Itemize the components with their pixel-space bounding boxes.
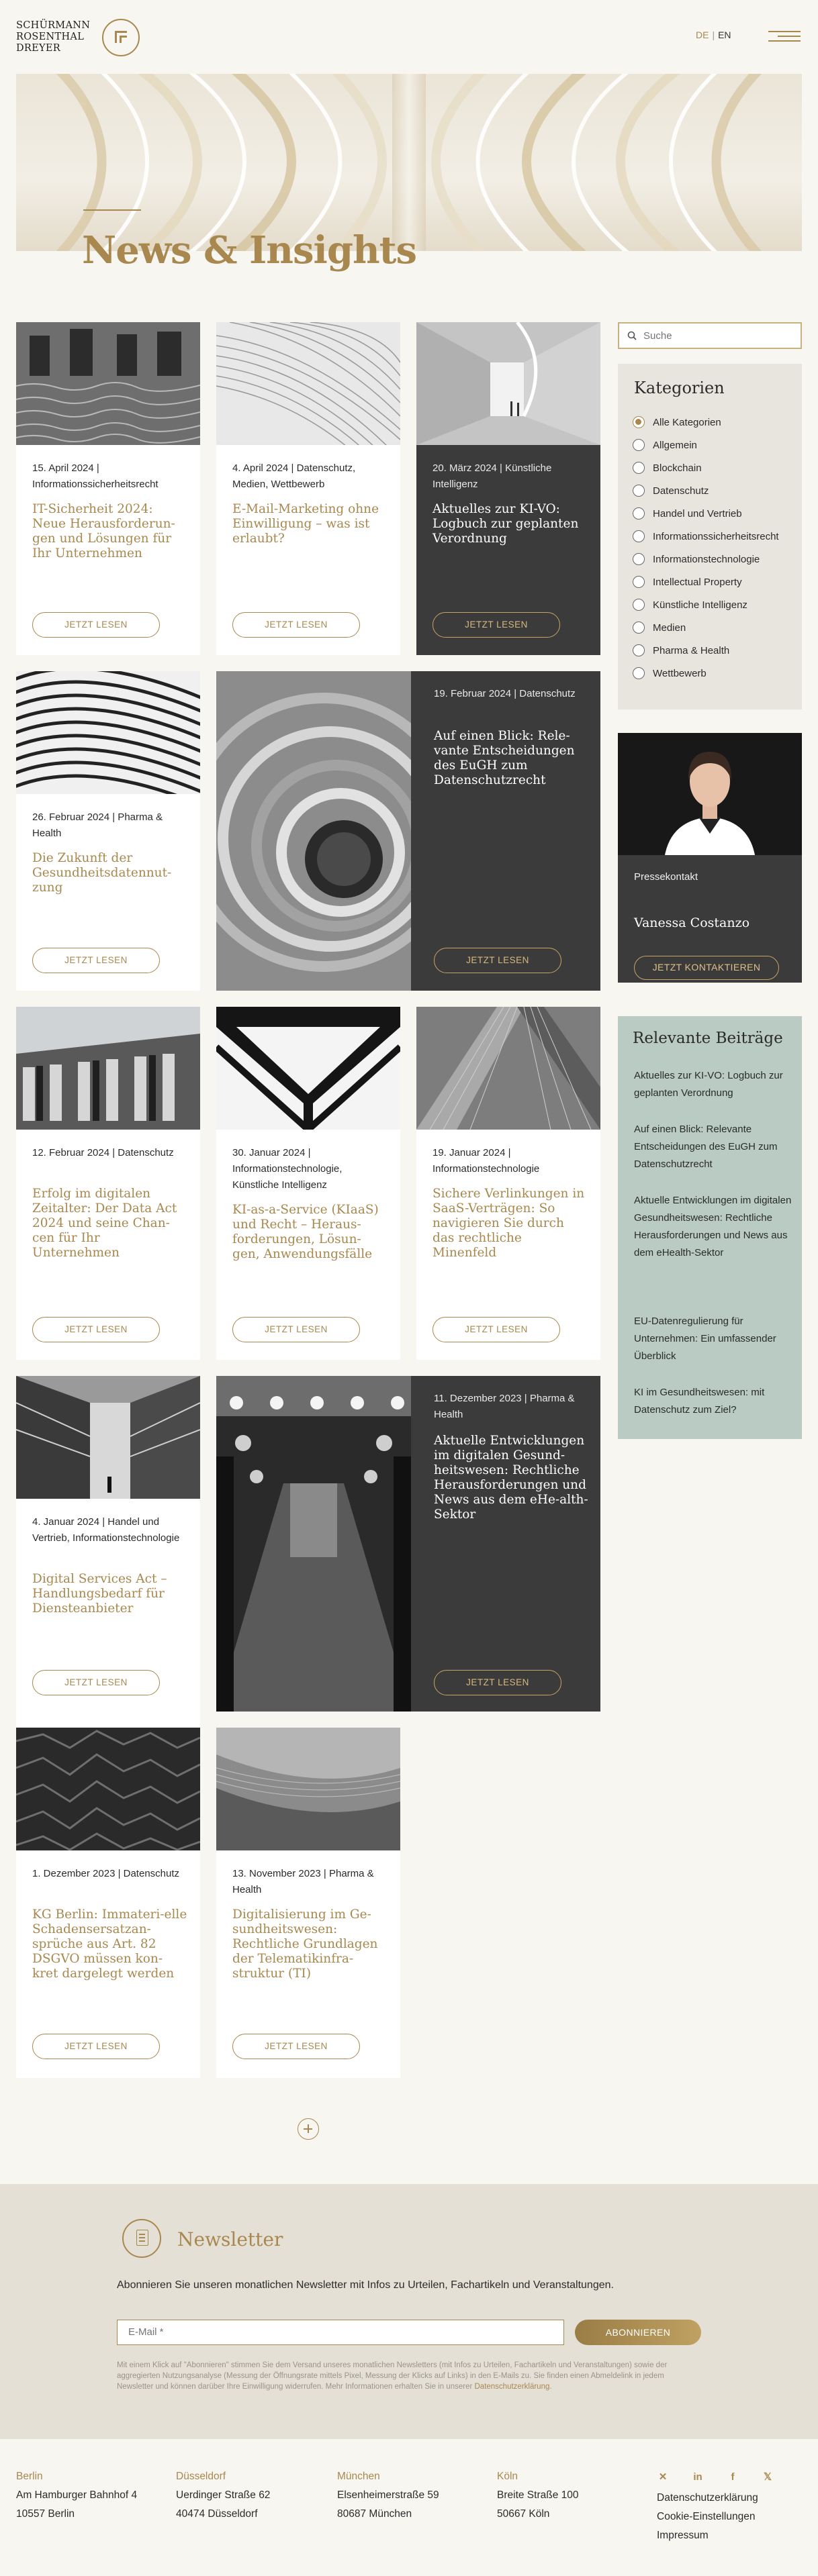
article-card[interactable] <box>16 1728 200 2078</box>
hero-accent-line <box>83 209 141 211</box>
office-city: Düsseldorf <box>176 2471 226 2482</box>
cookie-settings-link[interactable]: Cookie-Einstellungen <box>657 2511 756 2522</box>
article-image <box>416 322 600 445</box>
category-medien[interactable] <box>633 620 801 636</box>
office-muenchen <box>337 2467 439 2524</box>
steel-structure-image-icon <box>216 1007 400 1130</box>
article-image <box>416 1007 600 1130</box>
article-image <box>216 671 411 991</box>
category-label: Pharma & Health <box>653 645 730 656</box>
article-card[interactable] <box>216 1007 400 1360</box>
category-ki[interactable] <box>633 597 801 613</box>
site-header <box>0 0 818 74</box>
site-footer <box>0 2439 818 2576</box>
categories-title: Kategorien <box>634 379 725 397</box>
white-corridor-image-icon <box>416 322 600 445</box>
radio-icon[interactable] <box>633 553 645 565</box>
article-card[interactable] <box>416 1007 600 1360</box>
article-card-featured[interactable] <box>216 1376 600 1712</box>
category-all[interactable] <box>633 415 801 431</box>
category-label: Informationstechnologie <box>653 554 760 565</box>
menu-icon[interactable] <box>768 31 801 40</box>
radio-icon[interactable] <box>633 576 645 588</box>
category-label: Datenschutz <box>653 485 709 497</box>
facebook-icon[interactable]: f <box>731 2471 735 2483</box>
logo-wordmark <box>16 20 90 54</box>
read-now-button[interactable]: JETZT LESEN <box>433 612 560 638</box>
article-meta: 4. April 2024 | Datenschutz, Medien, Wettbewerb <box>232 462 356 490</box>
article-meta: 12. Februar 2024 | Datenschutz <box>32 1147 174 1158</box>
office-zip: 10557 Berlin <box>16 2508 75 2520</box>
load-more-plus-icon[interactable] <box>298 2118 319 2140</box>
logo-line-1: SCHÜRMANN <box>16 20 91 31</box>
category-pharma[interactable] <box>633 643 801 659</box>
category-label: Informationssicherheitsrecht <box>653 531 779 542</box>
privacy-link[interactable]: Datenschutzerklärung <box>657 2492 758 2504</box>
press-contact-card <box>618 733 802 983</box>
search-input[interactable] <box>643 324 797 348</box>
category-wettbewerb[interactable] <box>633 666 801 682</box>
category-label: Medien <box>653 622 686 634</box>
water-reflection-image-icon <box>16 322 200 445</box>
article-title[interactable]: Aktuelles zur KI-VO: Logbuch zur geplanten Verordnung <box>433 502 579 546</box>
page-title: News & Insights <box>82 228 417 273</box>
article-meta: 30. Januar 2024 | Informationstechnologie, Künstliche Intelligenz <box>232 1147 343 1191</box>
parking-hall-image-icon <box>216 1376 411 1712</box>
category-infosec[interactable] <box>633 529 801 545</box>
category-label: Alle Kategorien <box>653 417 721 428</box>
wave-facade-image-icon <box>16 671 200 794</box>
office-city: Berlin <box>16 2471 43 2482</box>
radio-icon[interactable] <box>633 507 645 519</box>
lang-en-link[interactable]: EN <box>718 30 731 40</box>
radio-icon[interactable] <box>633 622 645 634</box>
article-card[interactable] <box>216 322 400 655</box>
xing-icon[interactable]: ✕ <box>658 2471 668 2483</box>
article-title[interactable]: KG Berlin: Immateri-elle Schadensersatzan-sprüche aus Art. 82 DSGVO müssen kon-kret dargelegt werden <box>32 1908 187 1981</box>
article-meta: 26. Februar 2024 | Pharma & Health <box>32 811 163 839</box>
category-blockchain[interactable] <box>633 460 801 477</box>
legal-text: Mit einem Klick auf "Abonnieren" stimmen Sie dem Versand unseres monatlichen Newsletters (mit Infos zu Urteilen, Fachartikeln und Veranstaltungen) sowie der aggregierten Nutzungsanalyse (Messung der Öffnungsrate mittels Pixel, Messung der Klicks auf Links) in den E-Mails zu. Sie finden einen Abmeldelink in jedem Newsletter und können darüber Ihre Einwilligung widerrufen. Mehr Informationen erhalten Sie in unserer <box>117 2361 668 2391</box>
email-field[interactable] <box>128 2320 558 2344</box>
search-icon <box>627 331 637 340</box>
skyscraper-image-icon <box>416 1007 600 1130</box>
article-image <box>16 671 200 794</box>
footer-links <box>657 2489 758 2545</box>
office-koeln <box>497 2467 578 2524</box>
article-title[interactable]: Digital Services Act – Handlungsbedarf für Diensteanbieter <box>32 1572 167 1616</box>
privacy-policy-link[interactable]: Datenschutzerklärung. <box>474 2383 552 2391</box>
article-title[interactable]: Digitalisierung im Ge-sundheitswesen: Rechtliche Grundlagen der Telematikinfra-struktur (TI) <box>232 1908 378 1981</box>
spiral-staircase-image-icon <box>216 671 411 991</box>
logo-mark-icon <box>102 19 140 56</box>
category-label: Intellectual Property <box>653 577 742 588</box>
categories-panel <box>618 364 802 709</box>
article-meta: 4. Januar 2024 | Handel und Vertrieb, Informationstechnologie <box>32 1516 180 1544</box>
office-city: Köln <box>497 2471 518 2482</box>
office-street: Elsenheimerstraße 59 <box>337 2489 439 2501</box>
newsletter-legal-text <box>117 2360 701 2392</box>
radio-icon[interactable] <box>633 644 645 656</box>
article-card[interactable] <box>16 1376 200 1729</box>
article-title[interactable]: E-Mail-Marketing ohne Einwilligung – was ist erlaubt? <box>232 502 379 546</box>
imprint-link[interactable]: Impressum <box>657 2530 709 2541</box>
architecture-pattern-icon <box>16 74 802 251</box>
read-now-button[interactable]: JETZT LESEN <box>32 1670 160 1695</box>
newsletter-document-icon <box>122 2219 161 2258</box>
lang-de-link[interactable]: DE <box>696 30 709 40</box>
read-now-button[interactable]: JETZT LESEN <box>32 612 160 638</box>
radio-icon[interactable] <box>633 462 645 474</box>
radio-icon[interactable] <box>633 599 645 611</box>
article-title[interactable]: Aktuelle Entwicklungen im digitalen Gesund-heitswesen: Rechtliche Herausforderungen und News aus dem eHe-alth-Sektor <box>434 1434 588 1522</box>
radio-icon[interactable] <box>633 439 645 451</box>
texture-image-icon <box>16 1728 200 1850</box>
related-post-link[interactable]: Auf einen Blick: Relevante Entscheidungen des EuGH zum Datenschutzrecht <box>634 1124 778 1170</box>
category-label: Handel und Vertrieb <box>653 508 742 519</box>
read-now-button[interactable]: JETZT LESEN <box>232 612 360 638</box>
article-image <box>216 1007 400 1130</box>
article-image <box>216 322 400 445</box>
office-city: München <box>337 2471 380 2482</box>
article-title[interactable]: Auf einen Blick: Rele-vante Entscheidungen des EuGH zum Datenschutzrecht <box>434 729 575 787</box>
newsletter-title: Newsletter <box>177 2228 283 2250</box>
article-image <box>16 1728 200 1850</box>
read-now-button[interactable]: JETZT LESEN <box>232 2034 360 2059</box>
office-zip: 50667 Köln <box>497 2508 550 2520</box>
newsletter-lead: Abonnieren Sie unseren monatlichen Newsletter mit Infos zu Urteilen, Fachartikeln und Veranstaltungen. <box>117 2279 614 2291</box>
read-now-button[interactable]: JETZT LESEN <box>32 1317 160 1342</box>
read-now-button[interactable]: JETZT LESEN <box>232 1317 360 1342</box>
language-switcher <box>696 30 731 40</box>
logo-line-3: DREYER <box>16 43 61 54</box>
contact-photo <box>618 733 802 855</box>
article-meta: 19. Januar 2024 | Informationstechnologie <box>433 1147 540 1175</box>
article-title[interactable]: Die Zukunft der Gesundheitsdatennut-zung <box>32 851 172 895</box>
contact-now-button[interactable]: JETZT KONTAKTIEREN <box>634 956 779 980</box>
related-title: Relevante Beiträge <box>633 1030 783 1047</box>
article-meta: 11. Dezember 2023 | Pharma & Health <box>434 1393 575 1420</box>
article-image <box>16 1376 200 1499</box>
read-now-button[interactable]: JETZT LESEN <box>32 2034 160 2059</box>
article-card[interactable] <box>16 671 200 991</box>
article-meta: 15. April 2024 | Informationssicherheitsrecht <box>32 462 158 490</box>
category-label: Allgemein <box>653 440 697 451</box>
article-title[interactable]: Erfolg im digitalen Zeitalter: Der Data Act 2024 und seine Chan-cen für Ihr Unternehmen <box>32 1187 177 1260</box>
article-card-featured[interactable] <box>416 322 600 655</box>
related-post-link[interactable]: Aktuelles zur KI-VO: Logbuch zur geplanten Verordnung <box>634 1070 783 1099</box>
article-meta: 1. Dezember 2023 | Datenschutz <box>32 1868 180 1879</box>
article-image <box>216 1376 411 1712</box>
radio-selected-icon[interactable] <box>633 416 645 428</box>
category-allgemein[interactable] <box>633 438 801 454</box>
sand-texture-image-icon <box>216 1728 400 1850</box>
read-now-button[interactable]: JETZT LESEN <box>434 948 561 973</box>
article-meta: 19. Februar 2024 | Datenschutz <box>434 688 576 699</box>
newsletter-section <box>0 2184 818 2439</box>
press-contact-label: Pressekontakt <box>634 871 698 883</box>
article-card[interactable] <box>216 1728 400 2078</box>
linkedin-icon[interactable]: in <box>693 2471 702 2483</box>
curved-architecture-image-icon <box>216 322 400 445</box>
office-street: Uerdinger Straße 62 <box>176 2489 271 2501</box>
related-post-link[interactable]: KI im Gesundheitswesen: mit Datenschutz zum Ziel? <box>634 1387 765 1416</box>
article-title[interactable]: IT-Sicherheit 2024: Neue Herausforderun-gen und Lösungen für Ihr Unternehmen <box>32 502 175 560</box>
office-street: Breite Straße 100 <box>497 2489 579 2501</box>
category-datenschutz[interactable] <box>633 483 801 499</box>
hero-image <box>16 74 802 251</box>
article-title[interactable]: KI-as-a-Service (KIaaS) und Recht – Heraus-forderungen, Lösun-gen, Anwendungsfälle <box>232 1203 379 1261</box>
category-it[interactable] <box>633 552 801 568</box>
logo-line-2: ROSENTHAL <box>16 32 85 42</box>
article-meta: 13. November 2023 | Pharma & Health <box>232 1868 374 1895</box>
x-twitter-icon[interactable]: 𝕏 <box>763 2471 772 2483</box>
category-label: Blockchain <box>653 462 702 474</box>
article-card[interactable] <box>16 322 200 655</box>
office-duesseldorf <box>176 2467 270 2524</box>
lang-separator: | <box>712 30 715 40</box>
person-portrait-icon <box>618 733 802 855</box>
glass-facade-image-icon <box>16 1007 200 1130</box>
read-now-button[interactable]: JETZT LESEN <box>434 1670 561 1695</box>
read-now-button[interactable]: JETZT LESEN <box>433 1317 560 1342</box>
read-now-button[interactable]: JETZT LESEN <box>32 948 160 973</box>
radio-icon[interactable] <box>633 530 645 542</box>
office-zip: 80687 München <box>337 2508 412 2520</box>
article-image <box>16 322 200 445</box>
article-title[interactable]: Sichere Verlinkungen in SaaS-Verträgen: So navigieren Sie durch das rechtliche Minenfeld <box>433 1187 585 1260</box>
logo[interactable] <box>16 19 144 59</box>
office-zip: 40474 Düsseldorf <box>176 2508 258 2520</box>
building-corridor-image-icon <box>16 1376 200 1499</box>
related-posts-panel <box>618 1016 802 1439</box>
office-berlin <box>16 2467 137 2524</box>
category-ip[interactable] <box>633 575 801 591</box>
search-box[interactable] <box>618 322 802 349</box>
article-image <box>16 1007 200 1130</box>
article-card[interactable] <box>16 1007 200 1360</box>
subscribe-button[interactable]: ABONNIEREN <box>575 2320 701 2345</box>
radio-icon[interactable] <box>633 485 645 497</box>
social-links <box>655 2470 783 2485</box>
category-handel[interactable] <box>633 506 801 522</box>
article-card-featured[interactable] <box>216 671 600 991</box>
related-post-link[interactable]: EU-Datenregulierung für Unternehmen: Ein umfassender Überblick <box>634 1316 776 1362</box>
office-street: Am Hamburger Bahnhof 4 <box>16 2489 138 2501</box>
press-contact-name: Vanessa Costanzo <box>634 915 750 930</box>
article-meta: 20. März 2024 | Künstliche Intelligenz <box>433 462 552 490</box>
radio-icon[interactable] <box>633 667 645 679</box>
category-label: Wettbewerb <box>653 668 707 679</box>
related-post-link[interactable]: Aktuelle Entwicklungen im digitalen Gesundheitswesen: Rechtliche Herausforderungen und News aus dem eHealth-Sektor <box>634 1195 792 1258</box>
article-image <box>216 1728 400 1850</box>
email-field-box[interactable] <box>117 2320 564 2345</box>
category-label: Künstliche Intelligenz <box>653 599 747 611</box>
